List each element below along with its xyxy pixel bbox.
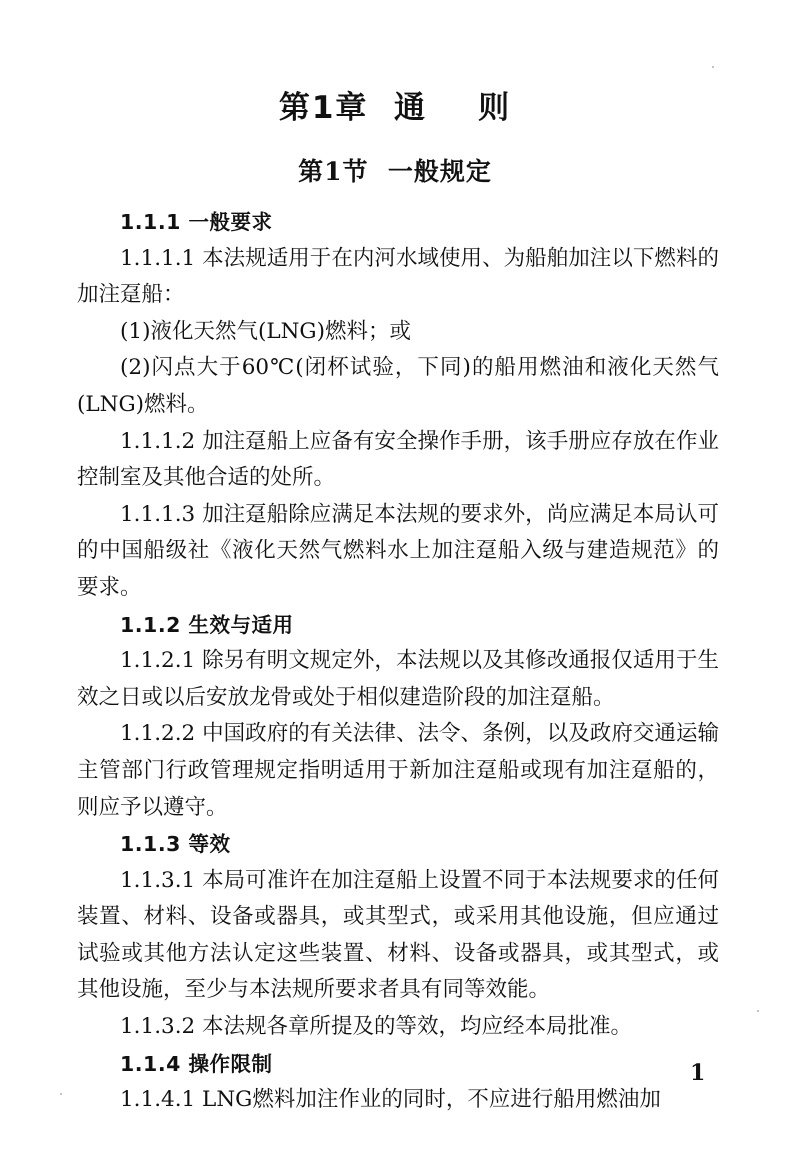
clause-heading-1-1-4: 1.1.4 操作限制	[120, 1051, 273, 1076]
paragraph-1-1-1-3: 1.1.1.3 加注趸船除应满足本法规的要求外，尚应满足本局认可的中国船级社《液化天然气燃料水上加注趸船入级与建造规范》的要求。	[77, 501, 719, 600]
paragraph-1-1-3-2: 1.1.3.2 本法规各章所提及的等效，均应经本局批准。	[120, 1014, 633, 1040]
scan-speck	[757, 1010, 759, 1012]
paragraph-1-1-2-1: 1.1.2.1 除另有明文规定外，本法规以及其修改通报仅适用于生效之日或以后安放龙骨或处于相似建造阶段的加注趸船。	[77, 648, 719, 710]
body-text	[77, 204, 719, 1119]
list-item-2: (2)闪点大于60℃(闭杯试验，下同)的船用燃油和液化天然气(LNG)燃料。	[77, 355, 719, 417]
clause-heading-1-1-1: 1.1.1 一般要求	[120, 210, 273, 234]
paragraph-1-1-2-2: 1.1.2.2 中国政府的有关法律、法令、条例，以及政府交通运输主管部门行政管理规定指明适用于新加注趸船或现有加注趸船的，则应予以遵守。	[77, 721, 719, 820]
paragraph-1-1-4-1: 1.1.4.1 LNG燃料加注作业的同时，不应进行船用燃油加	[120, 1087, 661, 1113]
paragraph-1-1-1-1: 1.1.1.1 本法规适用于在内河水域使用、为船舶加注以下燃料的加注趸船：	[77, 245, 719, 308]
paragraph-1-1-3-1: 1.1.3.1 本局可准许在加注趸船上设置不同于本法规要求的任何装置、材料、设备或器具，或其型式，或采用其他设施，但应通过试验或其他方法认定这些装置、材料、设备或器具，或其型式，或其他设施，至少与本法规所要求者具有同等效能。	[77, 867, 719, 1003]
clause-heading-1-1-3: 1.1.3 等效	[120, 832, 231, 857]
clause-heading-1-1-2: 1.1.2 生效与适用	[120, 612, 294, 637]
section-title: 第1节 一般规定	[298, 157, 492, 186]
scan-speck	[712, 66, 714, 68]
scan-speck	[60, 1093, 62, 1095]
list-item-1: (1)液化天然气(LNG)燃料；或	[120, 318, 411, 344]
paragraph-1-1-1-2: 1.1.1.2 加注趸船上应备有安全操作手册，该手册应存放在作业控制室及其他合适的处所。	[77, 428, 719, 491]
chapter-title: 第1章 通 则	[278, 90, 512, 126]
page-number: 1	[690, 1060, 706, 1086]
